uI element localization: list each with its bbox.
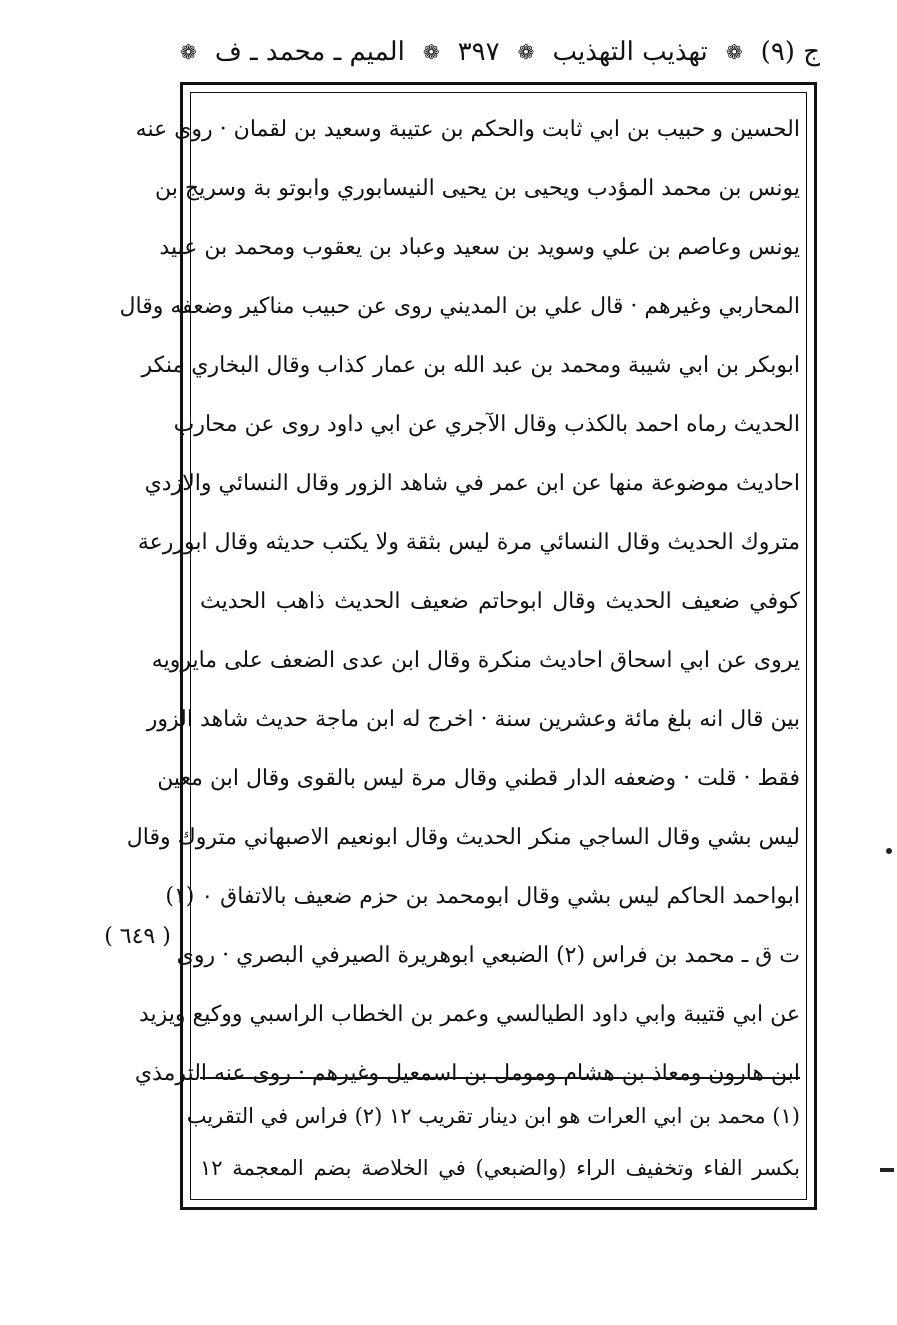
footnote-line: بكسر الفاء وتخفيف الراء (والضبعي) في الخلاصة بضم المعجمة ١٢ [200, 1156, 800, 1180]
page-header [180, 28, 820, 76]
text-line: بين قال انه بلغ مائة وعشرين سنة · اخرج له ابن ماجة حديث شاهد الزور [146, 707, 800, 732]
ornament-icon: ❁ [725, 40, 743, 64]
text-line: ليس بشي وقال الساجي منكر الحديث وقال ابونعيم الاصبهاني متروك وقال [126, 825, 800, 850]
volume-number: ج (٩) [760, 37, 820, 67]
footnotes [186, 1090, 800, 1194]
entry-start-line: ت ق ـ محمد بن فراس (٢) الضبعي ابوهريرة الصيرفي البصري · روى [176, 943, 800, 968]
text-line: المحاربي وغيرهم · قال علي بن المديني روى عن حبيب مناكير وضعفه وقال [119, 294, 800, 319]
footnote-divider [200, 1077, 800, 1079]
section-heading: الميم ـ محمد ـ ف [214, 37, 405, 67]
footnote-line: (١) محمد بن ابي العرات هو ابن دينار تقريب ١٢ (٢) فراس في التقريب [186, 1104, 800, 1128]
ornament-icon: ❁ [180, 40, 197, 64]
text-line: ابن هارون ومعاذ بن هشام ومومل بن اسمعيل وغيرهم · روى عنه الترمذي [134, 1061, 800, 1086]
ornament-icon: ❁ [517, 40, 535, 64]
page-number: ٣٩٧ [457, 37, 500, 67]
text-line: يروى عن ابي اسحاق احاديث منكرة وقال ابن عدى الضعف على مايرويه [151, 648, 800, 673]
text-line: ابواحمد الحاكم ليس بشي وقال ابومحمد بن حزم ضعيف بالاتفاق ٠ (١) [165, 884, 800, 909]
text-line: كوفي ضعيف الحديث وقال ابوحاتم ضعيف الحديث ذاهب الحديث [200, 589, 800, 614]
text-line: يونس وعاصم بن علي وسويد بن سعيد وعباد بن يعقوب ومحمد بن عبيد [159, 235, 800, 260]
scan-speck [886, 848, 892, 854]
entry-number: ( ٦٤٩ ) [104, 924, 171, 949]
text-line: الحسين و حبيب بن ابي ثابت والحكم بن عتيبة وسعيد بن لقمان · روى عنه [135, 117, 800, 142]
text-line: احاديث موضوعة منها عن ابن عمر في شاهد الزور وقال النسائي والازدي [144, 471, 800, 496]
text-line: فقط · قلت · وضعفه الدار قطني وقال مرة ليس بالقوى وقال ابن معين [157, 766, 800, 791]
text-line: عن ابي قتيبة وابي داود الطيالسي وعمر بن الخطاب الراسبي ووكيع ويزيد [138, 1002, 800, 1027]
text-line: ابوبكر بن ابي شيبة ومحمد بن عبد الله بن عمار كذاب وقال البخاري منكر [141, 353, 800, 378]
text-line: الحديث رماه احمد بالكذب وقال الآجري عن ابي داود روى عن محارب [173, 412, 800, 437]
text-line: متروك الحديث وقال النسائي مرة ليس بثقة ولا يكتب حديثه وقال ابوزرعة [137, 530, 800, 555]
book-title: تهذيب التهذيب [552, 37, 708, 67]
scan-speck [880, 1168, 894, 1172]
text-line: يونس بن محمد المؤدب ويحيى بن يحيى النيسابوري وابوتو بة وسريج بن [155, 176, 800, 201]
ornament-icon: ❁ [422, 40, 440, 64]
